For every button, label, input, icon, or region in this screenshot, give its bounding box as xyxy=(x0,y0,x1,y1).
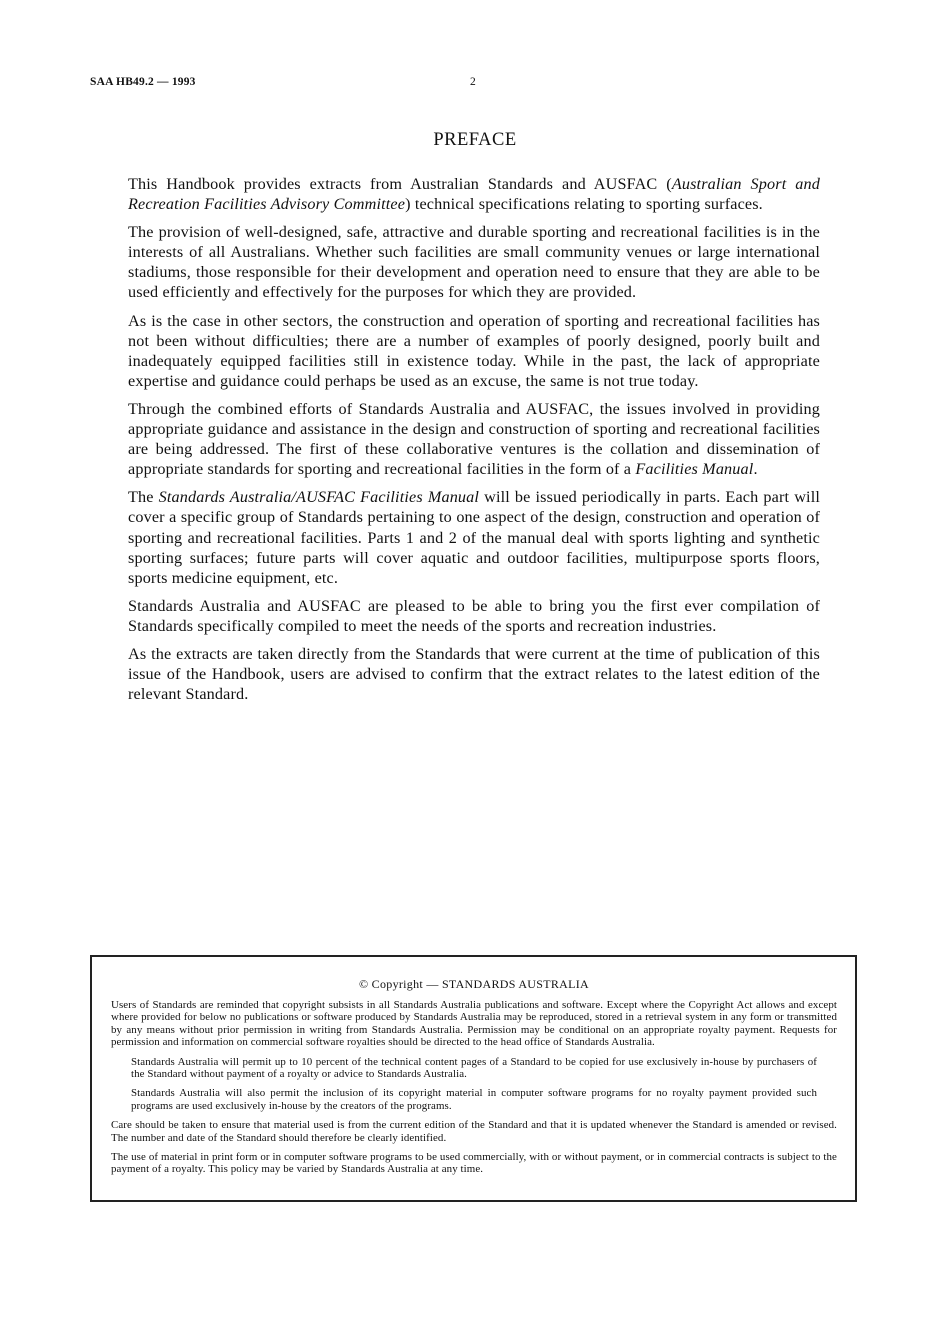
facilities-manual-title: Facilities Manual xyxy=(635,460,754,479)
manual-title: Standards Australia/AUSFAC Facilities Manual xyxy=(158,488,480,507)
intro-paragraph: This Handbook provides extracts from Australian Standards and AUSFAC (Australian Sport and Recreation Facilities Advisory Committee) technical specifications relating to sporting surfaces. xyxy=(128,175,820,214)
committee-name: Australian Sport and Recreation Facilities Advisory Committee xyxy=(128,175,820,214)
page-title: PREFACE xyxy=(433,130,517,150)
copyright-paragraph-edition: Care should be taken to ensure that material used is from the current edition of the Standard and that it is updated whenever the Standard is amended or revised. The number and date of the Standard should therefore be clearly identified. xyxy=(111,1119,837,1144)
copyright-paragraph-copying: Standards Australia will permit up to 10 percent of the technical content pages of a Standard to be copied for use exclusively in-house by purchasers of the Standard without payment of a royalty or advice to Standards Australia. xyxy=(131,1055,817,1081)
copyright-paragraph-software: Standards Australia will also permit the inclusion of its copyright material in computer software programs for no royalty payment provided such programs are used exclusively in-house by the creators of the programs. xyxy=(131,1087,817,1112)
copyright-notice-box xyxy=(90,955,857,1202)
provision-paragraph: The provision of well-designed, safe, attractive and durable sporting and recreational facilities is in the interests of all Australians. Whether such facilities are small community venues or large international stadiums, those responsible for their development and operation need to ensure that they are able to be used efficiently and effectively for the purposes for which they are provided. xyxy=(128,223,820,302)
combined-efforts-paragraph: Through the combined efforts of Standards Australia and AUSFAC, the issues involved in providing appropriate guidance and assistance in the design and construction of sporting and recreational facilities are being addressed. The first of these collaborative ventures is the collation and dissemination of appropriate standards for sporting and recreational facilities in the form of a Facilities Manual. xyxy=(128,399,820,479)
extracts-paragraph: As the extracts are taken directly from the Standards that were current at the time of publication of this issue of the Handbook, users are advised to confirm that the extract relates to the latest edition of the relevant Standard. xyxy=(128,644,820,704)
copyright-paragraph-reminder: Users of Standards are reminded that copyright subsists in all Standards Australia publications and software. Except where the Copyright Act allows and except where provided for below no publications or software produced by Standards Australia may be reproduced, stored in a retrieval system in any form or transmitted by any means without prior permission in writing from Standards Australia. Permission may be conditional on an appropriate royalty payment. Requests for permission and information on commercial software royalties should be directed to the head office of Standards Australia. xyxy=(111,999,837,1049)
copyright-paragraph-royalty: The use of material in print form or in computer software programs to be used commercially, with or without payment, or in commercial contracts is subject to the payment of a royalty. This policy may be varied by Standards Australia at any time. xyxy=(111,1151,837,1176)
page-number: 2 xyxy=(470,76,476,88)
document-identifier: SAA HB49.2 — 1993 xyxy=(90,76,196,88)
manual-paragraph: The Standards Australia/AUSFAC Facilities Manual will be issued periodically in parts. Each part will cover a specific group of Standards pertaining to one aspect of the design, construction and operation of sporting and recreational facilities. Parts 1 and 2 of the manual deal with sports lighting and synthetic sporting surfaces; future parts will cover aquatic and outdoor facilities, multipurpose sports floors, sports medicine equipment, etc. xyxy=(128,488,820,587)
compilation-paragraph: Standards Australia and AUSFAC are pleased to be able to bring you the first ever compilation of Standards specifically compiled to meet the needs of the sports and recreation industries. xyxy=(128,596,820,635)
preface-body xyxy=(128,174,820,712)
copyright-heading: © Copyright — STANDARDS AUSTRALIA xyxy=(358,977,590,991)
difficulties-paragraph: As is the case in other sectors, the construction and operation of sporting and recreational facilities has not been without difficulties; there are a number of examples of poorly designed, poorly built and inadequately equipped facilities still in existence today. While in the past, the lack of appropriate expertise and guidance could perhaps be used as an excuse, the same is not true today. xyxy=(128,311,820,390)
